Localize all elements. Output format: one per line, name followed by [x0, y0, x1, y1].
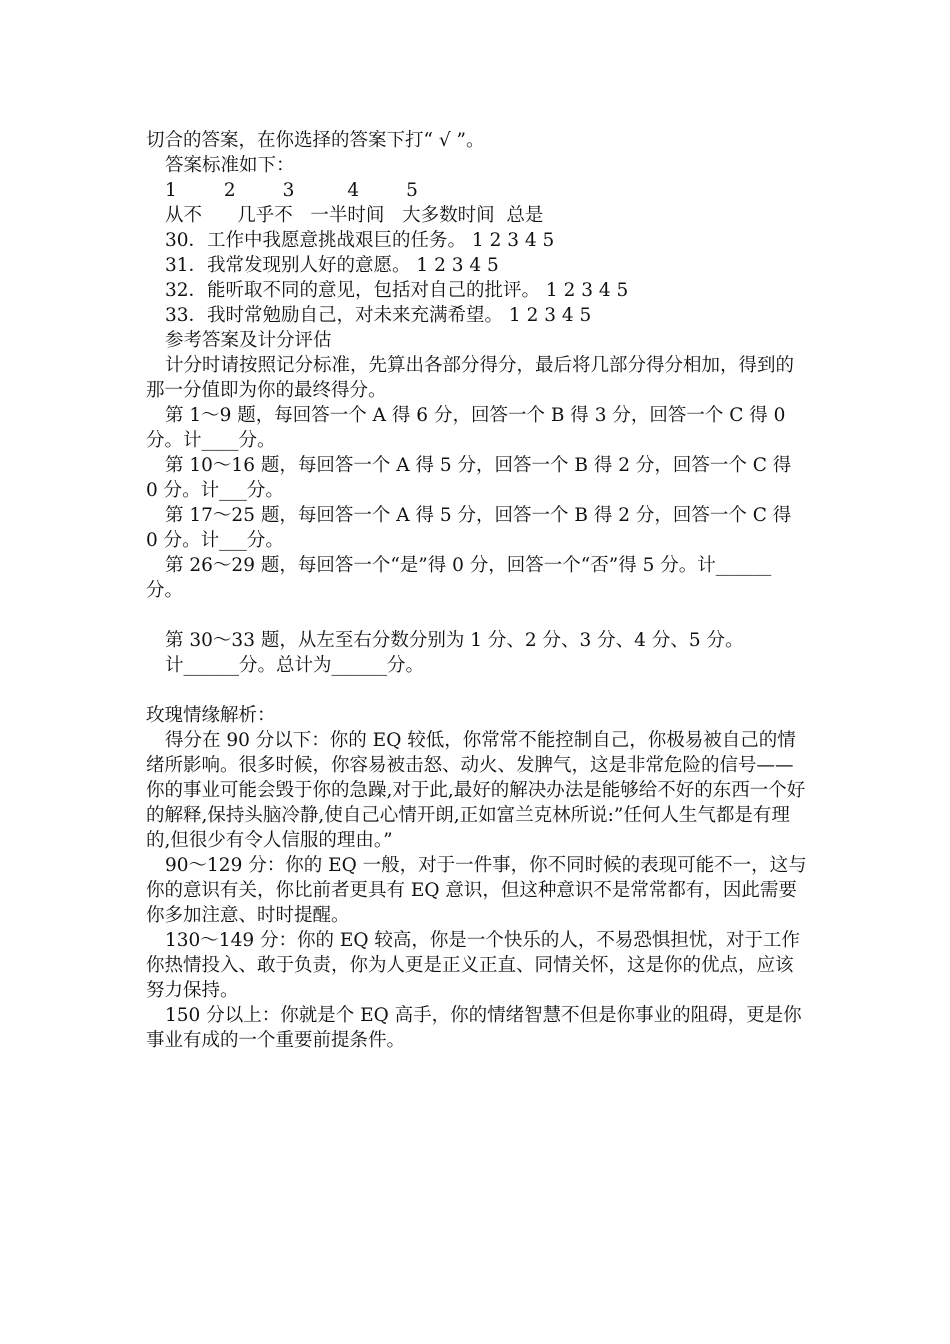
- analysis-150-plus: 150 分以上：你就是个 EQ 高手，你的情绪智慧不但是你事业的阻碍，更是你事业有成的一个重要前提条件。: [146, 1005, 802, 1051]
- scoring-heading: 参考答案及计分评估: [165, 330, 332, 351]
- question-31: 31．我常发现别人好的意愿。 1 2 3 4 5: [165, 255, 499, 276]
- scoring-q10-16: 第 10～16 题，每回答一个 A 得 5 分，回答一个 B 得 2 分，回答一个 C 得 0 分。计___分。: [146, 455, 798, 501]
- document-body: [146, 128, 808, 1053]
- spacer: [146, 678, 808, 703]
- analysis-heading: 玫瑰情缘解析：: [146, 705, 276, 726]
- question-30: 30．工作中我愿意挑战艰巨的任务。 1 2 3 4 5: [165, 230, 555, 251]
- scale-labels: 从不 几乎不 一半时间 大多数时间 总是: [165, 205, 544, 226]
- analysis-below-90: 得分在 90 分以下：你的 EQ 较低，你常常不能控制自己，你极易被自己的情绪所影响。很多时候，你容易被击怒、动火、发脾气，这是非常危险的信号——你的事业可能会毁于你的急躁,对于此,最好的解决办法是能够给不好的东西一个好的解释,保持头脑冷静,使自己心情开朗,正如富兰克林所说:”任何人生气都是有理的,但很少有令人信服的理由。”: [146, 730, 806, 851]
- answer-standard-heading: 答案标准如下：: [165, 155, 295, 176]
- scoring-q17-25: 第 17～25 题，每回答一个 A 得 5 分，回答一个 B 得 2 分，回答一个 C 得 0 分。计___分。: [146, 505, 798, 551]
- analysis-130-149: 130～149 分：你的 EQ 较高，你是一个快乐的人，不易恐惧担忧，对于工作你热情投入、敢于负责，你为人更是正义正直、同情关怀，这是你的优点，应该努力保持。: [146, 930, 800, 1001]
- question-32: 32．能听取不同的意见，包括对自己的批评。 1 2 3 4 5: [165, 280, 629, 301]
- scoring-total: 计______分。总计为______分。: [165, 655, 425, 676]
- intro-line: 切合的答案，在你选择的答案下打“ √ ”。: [146, 130, 485, 151]
- scoring-q26-29: 第 26～29 题，每回答一个“是”得 0 分，回答一个“否”得 5 分。计______分。: [146, 555, 772, 601]
- scale-numbers: 1 2 3 4 5: [165, 180, 418, 201]
- scoring-q1-9: 第 1～9 题，每回答一个 A 得 6 分，回答一个 B 得 3 分，回答一个 C 得 0 分。计____分。: [146, 405, 792, 451]
- question-33: 33．我时常勉励自己，对未来充满希望。 1 2 3 4 5: [165, 305, 592, 326]
- scoring-instructions: 计分时请按照记分标准，先算出各部分得分，最后将几部分得分相加，得到的那一分值即为你的最终得分。: [146, 355, 795, 401]
- spacer: [146, 603, 808, 628]
- scoring-q30-33: 第 30～33 题，从左至右分数分别为 1 分、2 分、3 分、4 分、5 分。: [165, 630, 744, 651]
- analysis-90-129: 90～129 分：你的 EQ 一般，对于一件事，你不同时候的表现可能不一，这与你的意识有关，你比前者更具有 EQ 意识，但这种意识不是常常都有，因此需要你多加注意、时时提醒。: [146, 855, 807, 926]
